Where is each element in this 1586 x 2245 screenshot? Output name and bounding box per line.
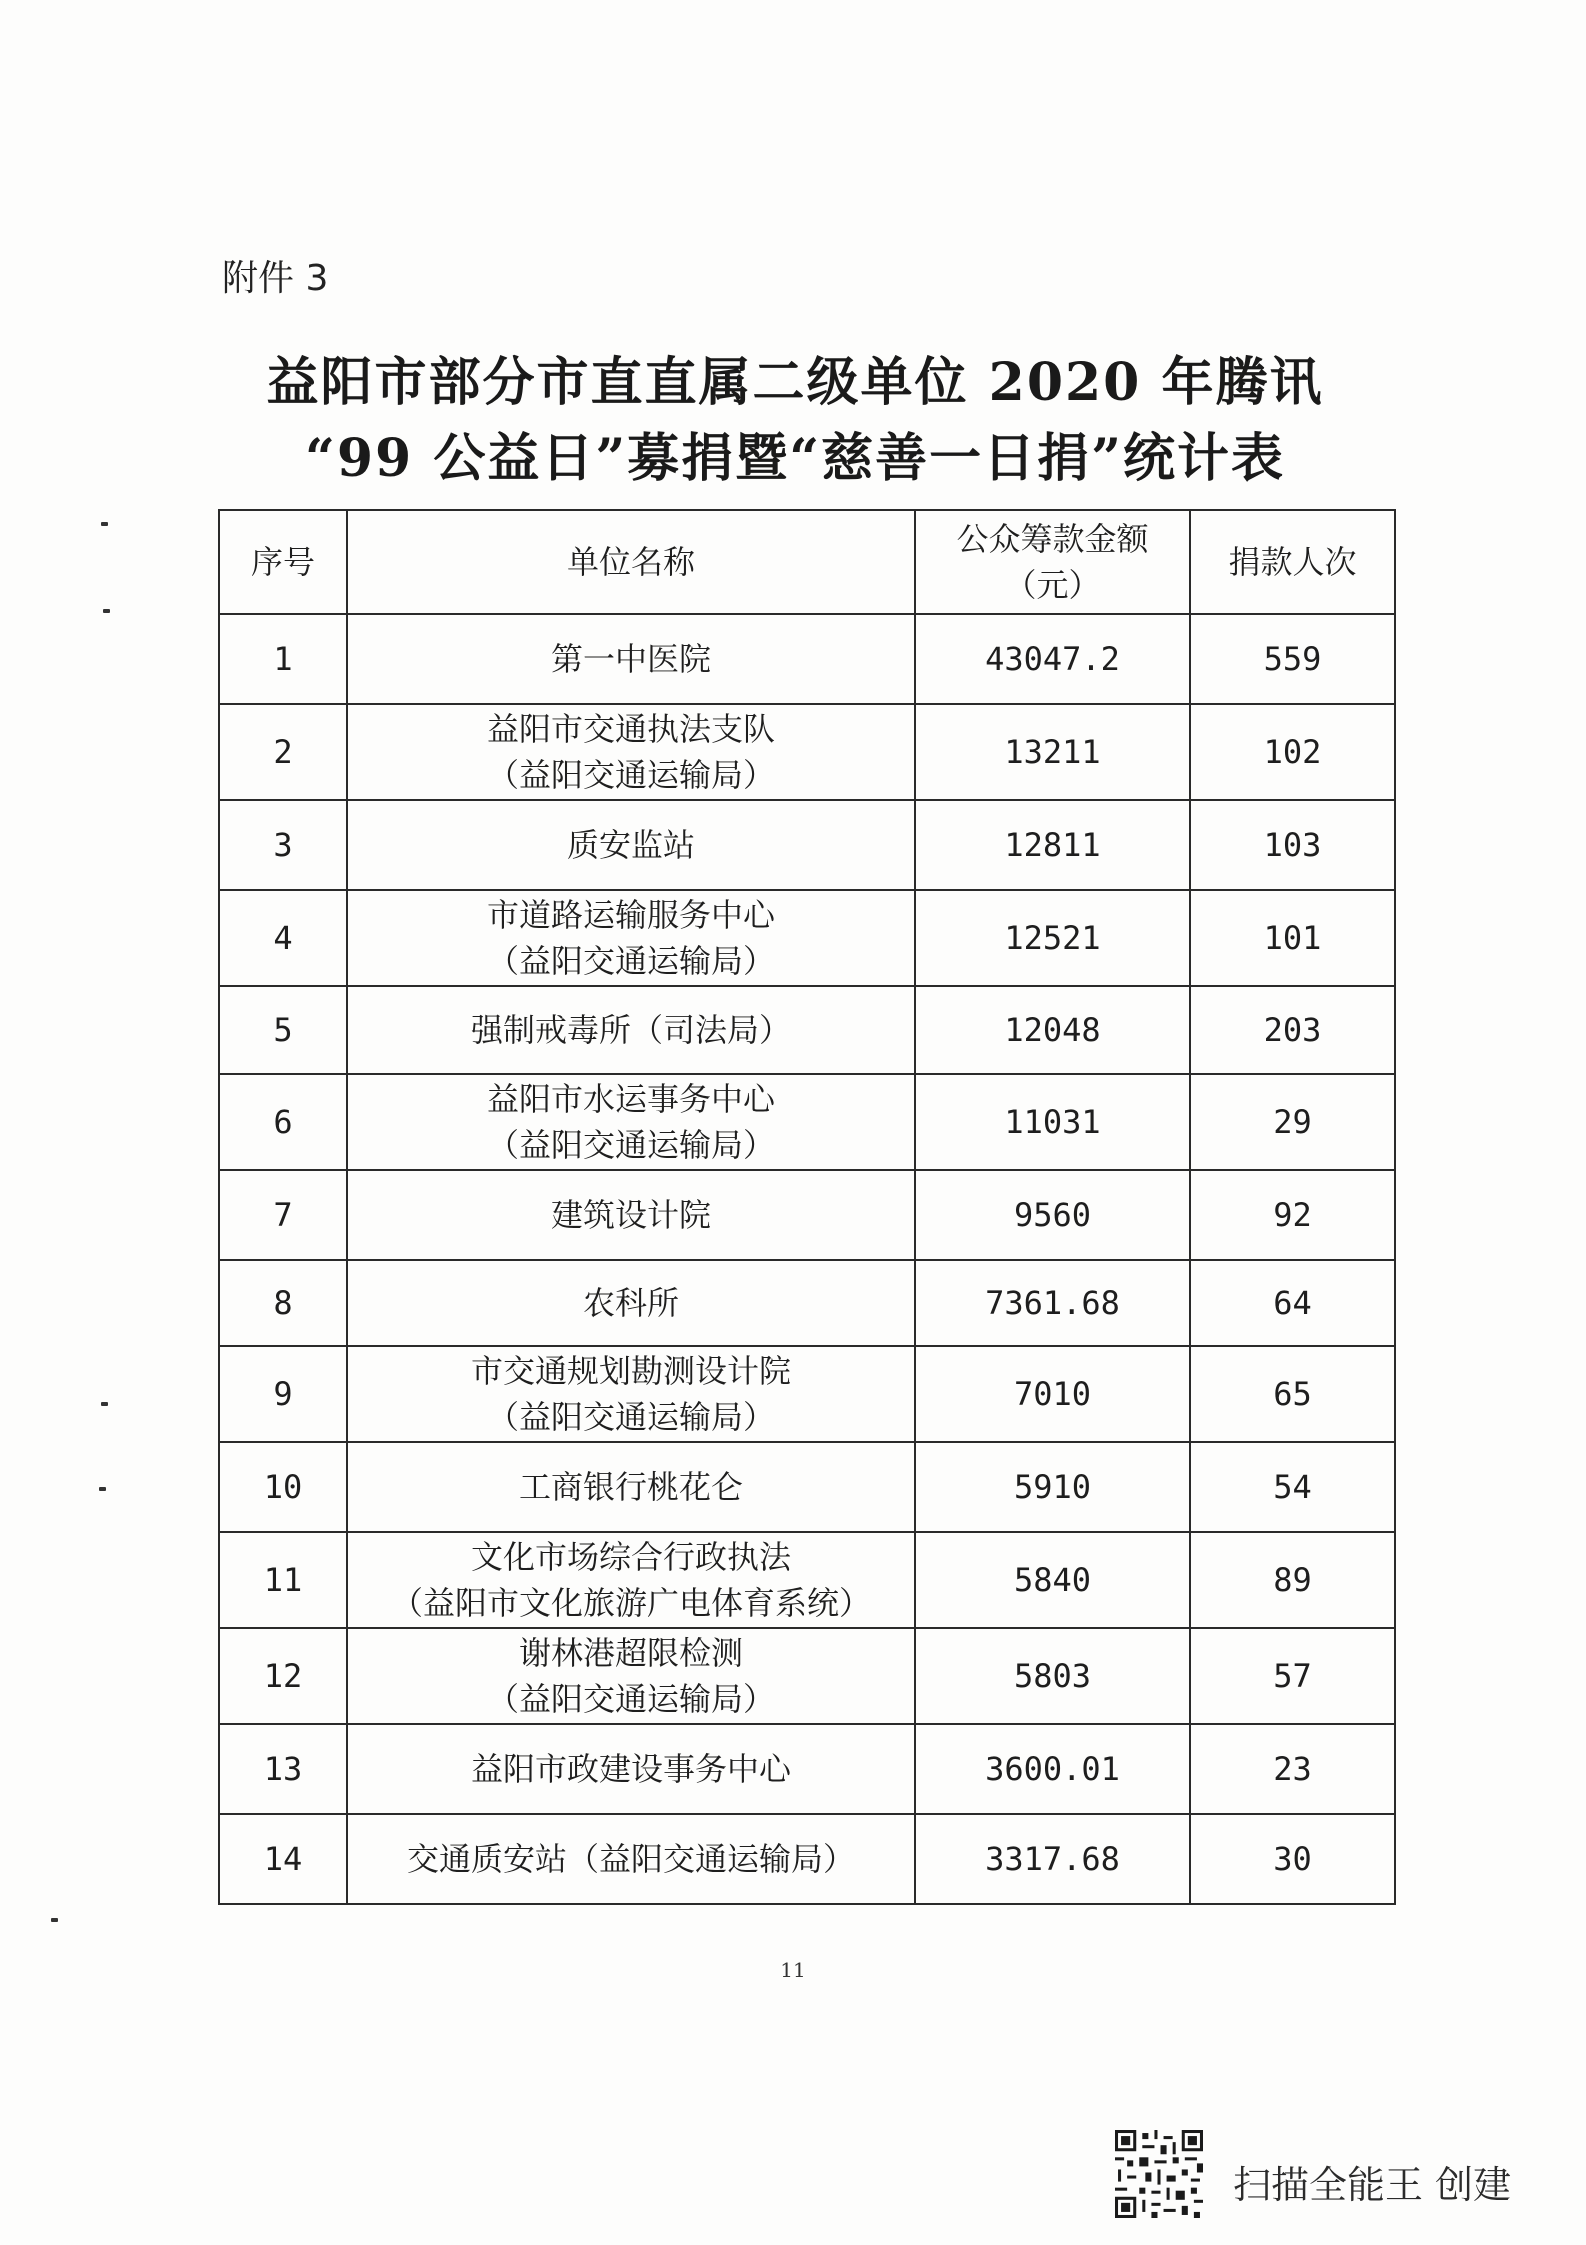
row-donor-count: 92 [1190, 1170, 1395, 1260]
row-donor-count: 102 [1190, 704, 1395, 800]
unit-name-text: 强制戒毒所（司法局） [470, 1011, 791, 1049]
row-index: 6 [219, 1074, 347, 1170]
unit-parent-note: （益阳交通运输局） [486, 1680, 775, 1718]
page-number: 11 [780, 1958, 806, 1982]
row-donor-count: 65 [1190, 1346, 1395, 1442]
unit-name-text: 益阳市水运事务中心 [486, 1080, 775, 1118]
unit-name-text: 工商银行桃花仑 [518, 1468, 743, 1506]
row-amount: 5803 [915, 1628, 1190, 1724]
row-amount: 3317.68 [915, 1814, 1190, 1904]
unit-name-text: 市交通规划勘测设计院 [470, 1352, 791, 1390]
scanner-watermark [1115, 2130, 1555, 2220]
header-amount [915, 510, 1190, 614]
table-row [219, 704, 1395, 800]
row-donor-count: 29 [1190, 1074, 1395, 1170]
table-row [219, 614, 1395, 704]
table-row [219, 1074, 1395, 1170]
row-unit-name [347, 1170, 915, 1260]
row-donor-count: 89 [1190, 1532, 1395, 1628]
unit-parent-note: （益阳交通运输局） [486, 1126, 775, 1164]
row-index: 3 [219, 800, 347, 890]
row-index: 7 [219, 1170, 347, 1260]
row-amount: 7010 [915, 1346, 1190, 1442]
row-donor-count: 23 [1190, 1724, 1395, 1814]
row-index: 9 [219, 1346, 347, 1442]
header-donors: 捐款人次 [1190, 510, 1395, 614]
scan-speck [101, 522, 108, 526]
table-row [219, 1532, 1395, 1628]
table-row [219, 1814, 1395, 1904]
header-amount-line2: （元） [1004, 566, 1101, 604]
row-amount: 5840 [915, 1532, 1190, 1628]
row-amount: 7361.68 [915, 1260, 1190, 1346]
row-index: 1 [219, 614, 347, 704]
row-index: 11 [219, 1532, 347, 1628]
row-index: 5 [219, 986, 347, 1074]
document-title-line2: “99 公益日”募捐暨“慈善一日捐”统计表 [304, 428, 1286, 489]
document-title-line1: 益阳市部分市直直属二级单位 2020 年腾讯 [266, 352, 1324, 413]
table-row [219, 1170, 1395, 1260]
row-index: 10 [219, 1442, 347, 1532]
row-index: 12 [219, 1628, 347, 1724]
unit-name-text: 益阳市交通执法支队 [486, 710, 775, 748]
row-donor-count: 30 [1190, 1814, 1395, 1904]
qr-code-icon [1115, 2130, 1203, 2218]
row-unit-name [347, 1442, 915, 1532]
unit-parent-note: （益阳交通运输局） [486, 1398, 775, 1436]
table-row [219, 1442, 1395, 1532]
row-unit-name [347, 890, 915, 986]
scan-speck [51, 1918, 58, 1922]
row-donor-count: 101 [1190, 890, 1395, 986]
unit-name-text: 建筑设计院 [550, 1196, 711, 1234]
table-row [219, 1346, 1395, 1442]
row-amount: 11031 [915, 1074, 1190, 1170]
row-unit-name [347, 986, 915, 1074]
table-header-row [219, 510, 1395, 614]
row-amount: 3600.01 [915, 1724, 1190, 1814]
scan-speck [101, 1402, 108, 1406]
table-body [219, 614, 1395, 1904]
unit-name-text: 市道路运输服务中心 [486, 896, 775, 934]
row-donor-count: 54 [1190, 1442, 1395, 1532]
unit-name-text: 农科所 [582, 1284, 679, 1322]
row-index: 14 [219, 1814, 347, 1904]
row-amount: 9560 [915, 1170, 1190, 1260]
header-index: 序号 [219, 510, 347, 614]
row-amount: 43047.2 [915, 614, 1190, 704]
row-unit-name [347, 704, 915, 800]
table-row [219, 890, 1395, 986]
row-unit-name [347, 1074, 915, 1170]
table-row [219, 1628, 1395, 1724]
table-row [219, 1724, 1395, 1814]
row-unit-name [347, 1260, 915, 1346]
table-row [219, 1260, 1395, 1346]
header-amount-line1: 公众筹款金额 [956, 520, 1149, 558]
unit-name-text: 第一中医院 [550, 640, 711, 678]
row-unit-name [347, 800, 915, 890]
scan-speck [99, 1487, 106, 1491]
unit-name-text: 谢林港超限检测 [518, 1634, 743, 1672]
table-row [219, 986, 1395, 1074]
donation-statistics-table [218, 509, 1396, 1905]
unit-parent-note: （益阳市文化旅游广电体育系统） [390, 1584, 871, 1622]
row-amount: 12048 [915, 986, 1190, 1074]
row-unit-name [347, 614, 915, 704]
table-row [219, 800, 1395, 890]
row-donor-count: 57 [1190, 1628, 1395, 1724]
unit-parent-note: （益阳交通运输局） [486, 942, 775, 980]
row-unit-name [347, 1346, 915, 1442]
unit-name-text: 交通质安站（益阳交通运输局） [406, 1840, 855, 1878]
unit-parent-note: （益阳交通运输局） [486, 756, 775, 794]
row-index: 8 [219, 1260, 347, 1346]
row-unit-name [347, 1532, 915, 1628]
scan-speck [103, 609, 110, 613]
row-index: 2 [219, 704, 347, 800]
row-donor-count: 64 [1190, 1260, 1395, 1346]
row-index: 4 [219, 890, 347, 986]
row-unit-name [347, 1814, 915, 1904]
unit-name-text: 质安监站 [566, 826, 695, 864]
row-amount: 12811 [915, 800, 1190, 890]
row-unit-name [347, 1628, 915, 1724]
row-index: 13 [219, 1724, 347, 1814]
header-unit-name: 单位名称 [347, 510, 915, 614]
watermark-text: 扫描全能王 创建 [1233, 2163, 1512, 2207]
row-donor-count: 559 [1190, 614, 1395, 704]
row-donor-count: 103 [1190, 800, 1395, 890]
attachment-label: 附件 3 [222, 258, 329, 299]
row-donor-count: 203 [1190, 986, 1395, 1074]
row-amount: 12521 [915, 890, 1190, 986]
row-unit-name [347, 1724, 915, 1814]
row-amount: 5910 [915, 1442, 1190, 1532]
unit-name-text: 益阳市政建设事务中心 [470, 1750, 791, 1788]
unit-name-text: 文化市场综合行政执法 [470, 1538, 791, 1576]
row-amount: 13211 [915, 704, 1190, 800]
